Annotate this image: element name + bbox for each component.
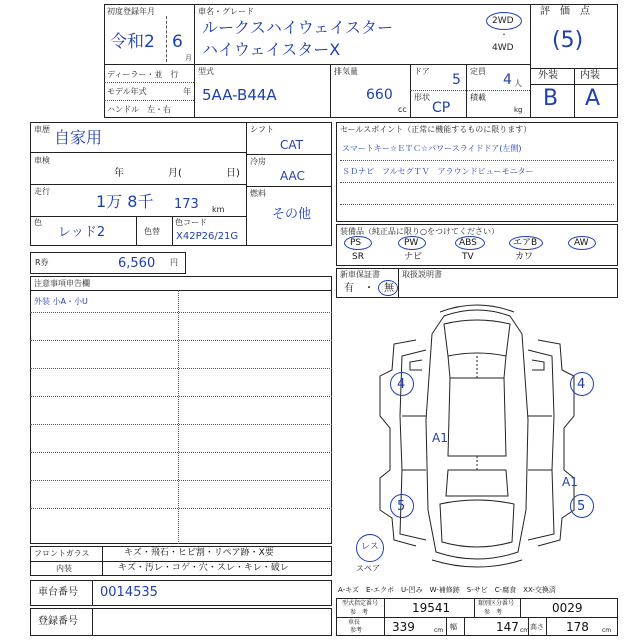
mileage-unit: km bbox=[212, 205, 225, 214]
width-label: 幅 bbox=[450, 623, 457, 631]
height-value: 178 bbox=[566, 620, 589, 634]
mark-front-right-label: 4 bbox=[577, 377, 586, 392]
type-no-value: 19541 bbox=[412, 601, 451, 615]
equipment-navi: ナビ bbox=[404, 252, 423, 262]
fuel-value: その他 bbox=[272, 207, 312, 222]
equipment-aw: AW bbox=[574, 238, 589, 248]
front-glass-desc: キズ・飛石・ヒビ割・リペア跡・X要 bbox=[124, 548, 274, 558]
exterior-label: 外装 bbox=[538, 70, 558, 81]
sales-points-line2: ＳＤナビ フルセグＴＶ アラウンドビューモニター bbox=[342, 167, 534, 176]
sales-points-title: セールスポイント（正常に機能するものに限ります） bbox=[340, 125, 532, 134]
notes-title: 注意事項申告欄 bbox=[34, 279, 90, 288]
color-code-value: X42P26/21G bbox=[176, 231, 239, 242]
mileage-extra: 173 bbox=[174, 197, 199, 212]
equipment-title: 装備品（純正品に限り○をつけてください） bbox=[340, 227, 499, 236]
length-unit: cm bbox=[434, 627, 444, 634]
type-no-label: 型式指定番号 bbox=[342, 600, 379, 607]
mark-left-side: A1 bbox=[432, 431, 448, 445]
interior-glass-desc: キズ・汚レ・コゲ・穴・スレ・キレ・破レ bbox=[118, 563, 289, 573]
spare-caption: スペア bbox=[356, 564, 380, 573]
equipment-pw: PW bbox=[404, 238, 419, 248]
color-code-label: 色コード bbox=[175, 218, 207, 227]
warranty-none-circle bbox=[378, 280, 398, 296]
width-unit: cm bbox=[520, 627, 530, 634]
mileage-value: 1万 8千 bbox=[96, 192, 154, 211]
drive-sep: ・ bbox=[500, 30, 508, 39]
dealer-label: ディーラー・並 行 bbox=[107, 70, 179, 79]
type-label: 型式 bbox=[198, 67, 214, 76]
aircon-label: 冷房 bbox=[250, 157, 266, 166]
spare-label: レス bbox=[361, 542, 379, 552]
r-label: R券 bbox=[35, 258, 49, 267]
color-value: レッド2 bbox=[58, 225, 106, 240]
category-value: 自家用 bbox=[54, 128, 103, 147]
chassis-label: 車台番号 bbox=[38, 587, 78, 598]
height-label: 高さ bbox=[530, 623, 544, 631]
equipment-abs-circle bbox=[455, 236, 485, 250]
capacity-unit: 人 bbox=[514, 79, 522, 88]
first-reg-month: 6 bbox=[172, 32, 183, 52]
mark-rear-left-label: 5 bbox=[397, 499, 406, 514]
width-value: 147 bbox=[496, 620, 519, 634]
drive-2wd: 2WD bbox=[492, 16, 514, 26]
handle-label: ハンドル 左・右 bbox=[107, 105, 171, 114]
length-value: 339 bbox=[392, 620, 415, 634]
shape-label: 形状 bbox=[414, 93, 430, 102]
color-label: 色 bbox=[34, 218, 42, 227]
mileage-label: 走行 bbox=[34, 187, 50, 196]
equipment-airbag: エアB bbox=[513, 238, 538, 248]
height-unit: cm bbox=[602, 627, 612, 634]
equipment-tv: TV bbox=[462, 252, 474, 262]
warranty-title: 新車保証書 bbox=[340, 270, 380, 279]
first-reg-month-unit: 月 bbox=[185, 54, 192, 62]
notes-line1: 外装 小A・小U bbox=[34, 297, 88, 306]
r-ticket-box bbox=[30, 252, 186, 274]
interior-glass-label: 内装 bbox=[56, 564, 72, 573]
first-reg-label: 初度登録年月 bbox=[107, 7, 155, 16]
displacement-label: 排気量 bbox=[334, 67, 358, 76]
mark-front-left-label: 4 bbox=[397, 377, 406, 392]
plate-label: 登録番号 bbox=[38, 616, 78, 627]
r-value: 6,560 bbox=[118, 256, 156, 271]
equipment-abs: ABS bbox=[459, 238, 477, 248]
notes-box bbox=[30, 276, 332, 544]
car-diagram bbox=[336, 300, 618, 576]
displacement-value: 660 bbox=[366, 87, 393, 103]
aircon-value: AAC bbox=[280, 169, 305, 183]
door-label: ドア bbox=[414, 67, 430, 76]
capacity-label: 定員 bbox=[470, 67, 486, 76]
inspection-day: 日) bbox=[226, 168, 240, 179]
shape-value: CP bbox=[432, 100, 451, 116]
load-label: 積載 bbox=[470, 93, 486, 102]
interior-label: 内装 bbox=[580, 70, 600, 81]
type-value: 5AA-B44A bbox=[202, 86, 277, 104]
class-no-ref: 参 考 bbox=[484, 609, 503, 616]
r-unit: 円 bbox=[170, 258, 178, 267]
exterior-grade: B bbox=[543, 86, 559, 111]
equipment-pw-circle bbox=[398, 236, 426, 250]
manual-label: 取扱説明書 bbox=[402, 270, 442, 279]
car-grade: ハイウェイスターX bbox=[202, 40, 341, 59]
length-ref: 参考 bbox=[350, 627, 363, 634]
first-reg-era: 令和2 bbox=[110, 32, 155, 52]
displacement-unit: cc bbox=[398, 105, 407, 114]
fuel-label: 燃料 bbox=[250, 189, 266, 198]
front-glass-label: フロントガラス bbox=[34, 549, 90, 558]
model-year-label: モデル年式 bbox=[107, 87, 147, 96]
mark-right-side: A1 bbox=[562, 475, 578, 489]
load-unit: kg bbox=[514, 106, 523, 114]
inspection-year: 年 bbox=[114, 168, 124, 179]
inspection-label: 車検 bbox=[34, 156, 50, 165]
score-label: 評 価 点 bbox=[540, 6, 590, 17]
sales-points-line1: スマートキー☆ＥＴＣ☆パワースライドドア(左側) bbox=[342, 144, 522, 153]
class-no-value: 0029 bbox=[552, 601, 583, 615]
shift-value: CAT bbox=[280, 138, 303, 152]
repaint-label: 色替 bbox=[144, 227, 160, 236]
drive-4wd: 4WD bbox=[492, 43, 514, 53]
warranty-options: 有 ・ 無 bbox=[344, 283, 394, 294]
category-label: 車歴 bbox=[34, 125, 50, 134]
equipment-ps-circle bbox=[344, 236, 372, 250]
chassis-value: 0014535 bbox=[100, 585, 158, 600]
equipment-leather: カワ bbox=[515, 252, 534, 262]
equipment-airbag-circle bbox=[509, 236, 543, 250]
door-value: 5 bbox=[452, 72, 461, 88]
car-name: ルークスハイウェイスター bbox=[202, 18, 394, 37]
class-no-label: 類別区分番号 bbox=[478, 600, 515, 607]
capacity-value: 4 bbox=[503, 72, 512, 88]
mark-rear-right-label: 5 bbox=[577, 499, 586, 514]
type-no-ref: 参 考 bbox=[350, 609, 369, 616]
shift-label: シフト bbox=[250, 125, 274, 134]
length-label: 車長 bbox=[348, 619, 361, 626]
equipment-ps: PS bbox=[350, 238, 362, 248]
equipment-sr: SR bbox=[352, 252, 364, 262]
score-value: (5) bbox=[552, 28, 584, 53]
inspection-month: 月( bbox=[168, 168, 182, 179]
interior-grade: A bbox=[585, 86, 601, 111]
equipment-aw-circle bbox=[568, 236, 596, 250]
damage-legend: A-キズ E-エクボ U-凹み W-補修跡 S-サビ C-腐食 XX-交換済 bbox=[338, 586, 556, 594]
name-grade-label: 車名・グレード bbox=[198, 7, 254, 16]
model-year-unit: 年 bbox=[183, 87, 191, 96]
